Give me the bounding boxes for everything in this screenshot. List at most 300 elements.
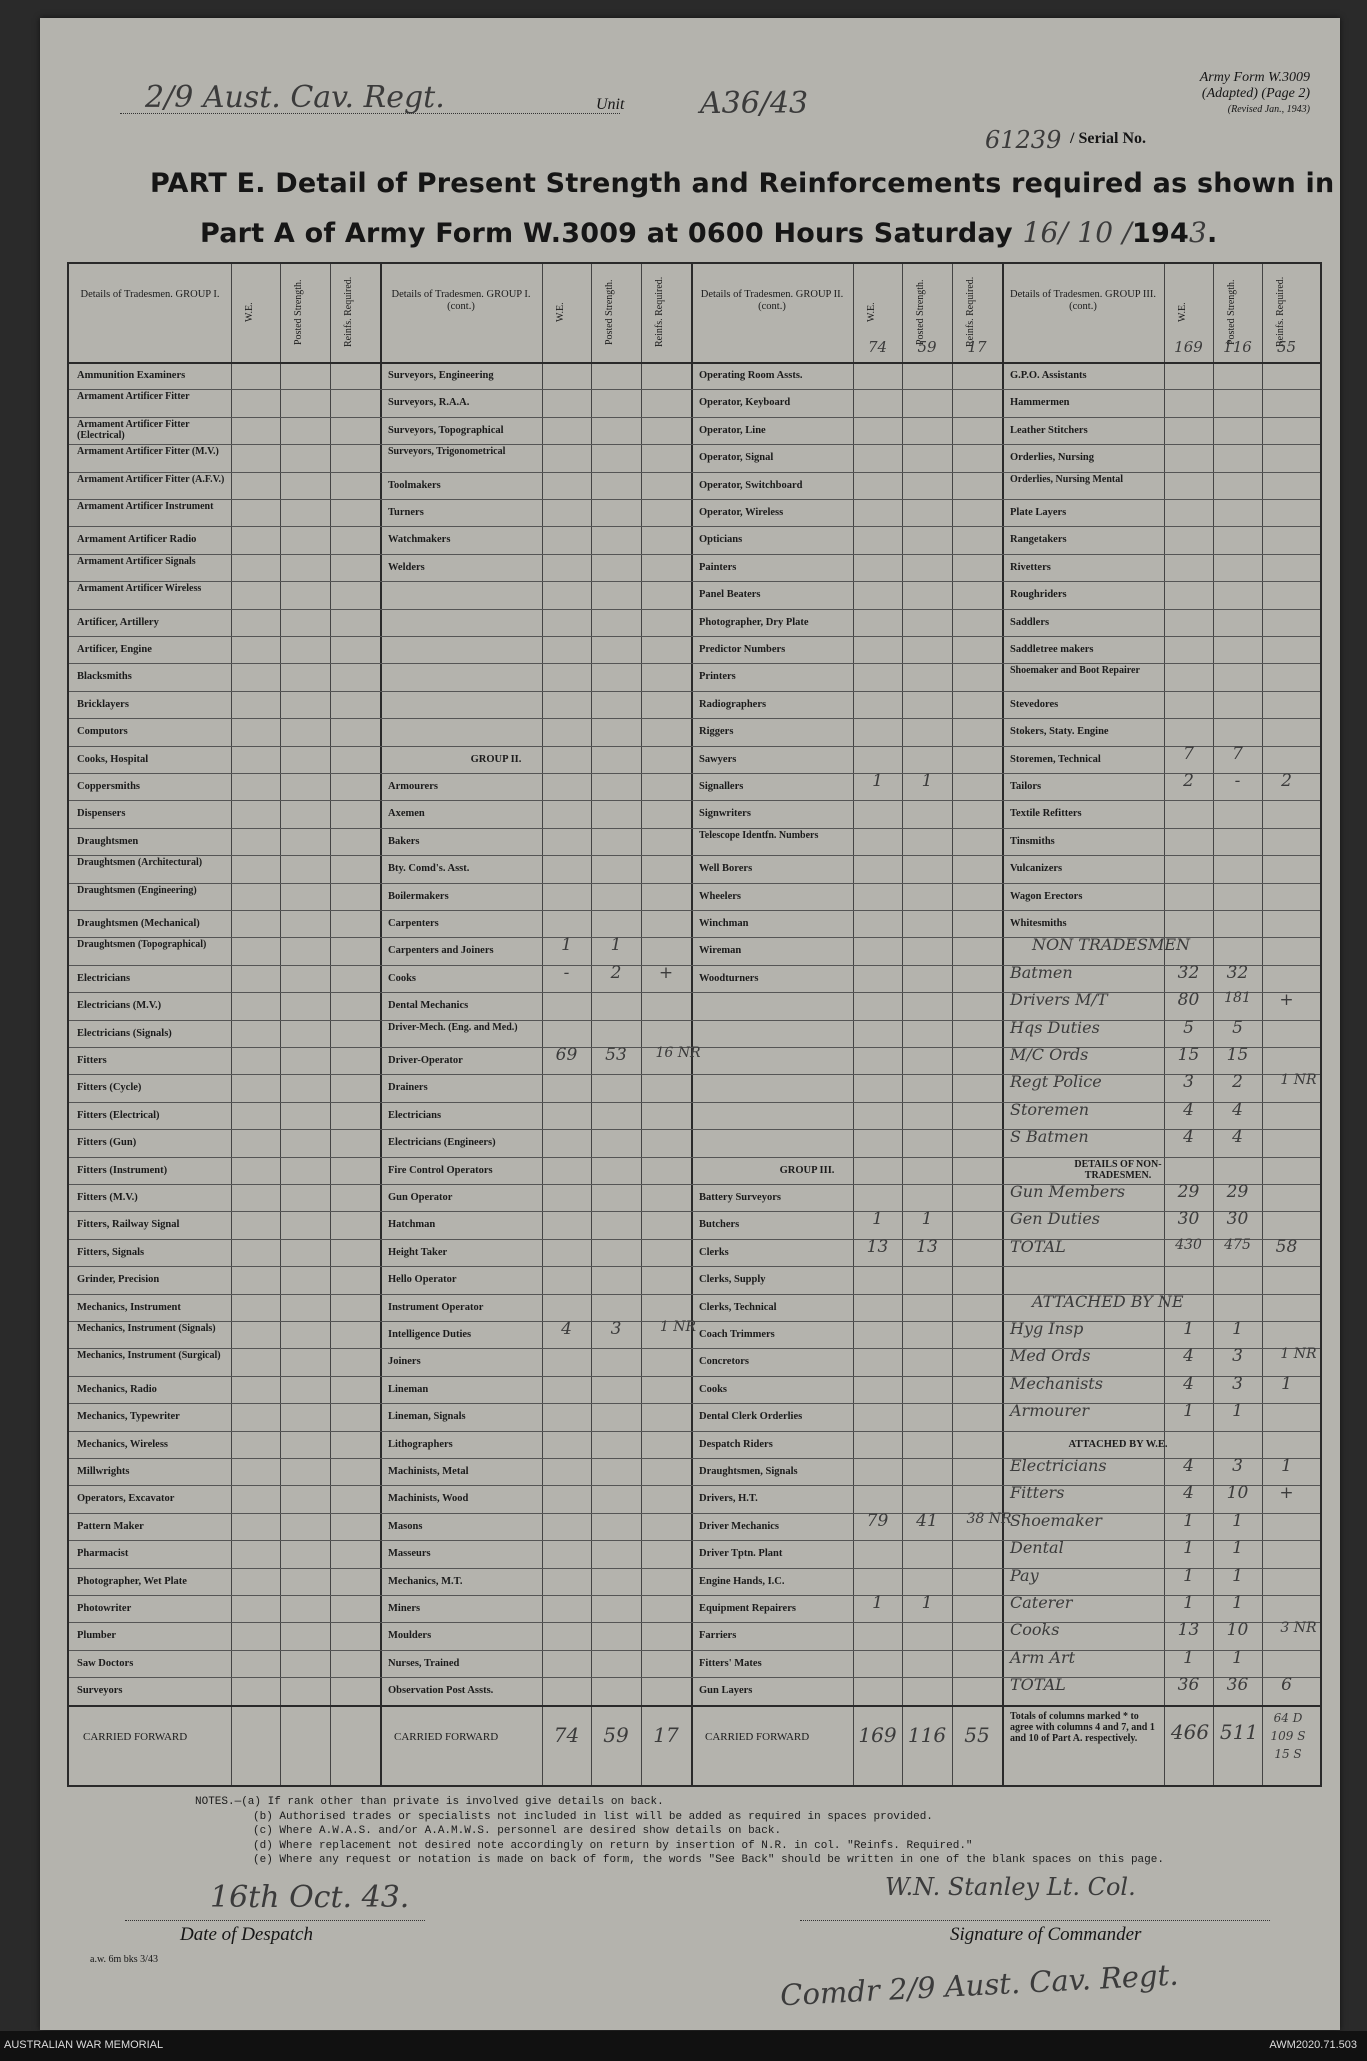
handwritten-reinfs: 1 (1281, 1456, 1292, 1476)
form-name: Army Form W.3009 (1199, 70, 1310, 85)
trade-well-borers: Well Borers (699, 863, 753, 875)
trade-photowriter: Photowriter (77, 1603, 132, 1614)
trade-fitters-mates: Fitters' Mates (699, 1657, 762, 1669)
trade-electricians: Electricians (388, 1109, 442, 1121)
trade-fitters: Fitters (77, 1055, 107, 1066)
trade-riggers: Riggers (699, 726, 734, 738)
block-divider (691, 264, 693, 1785)
trade-dental-clerk-orderlies: Dental Clerk Orderlies (699, 1411, 803, 1423)
column-divider (280, 264, 281, 1785)
row-divider (69, 444, 1320, 445)
handwritten-we: 36 (1177, 1675, 1200, 1696)
handwritten-label: Med Ords (1010, 1346, 1091, 1366)
year-handwritten: 3 (1188, 216, 1207, 249)
trade-leather-stitchers: Leather Stitchers (1010, 424, 1088, 436)
handwritten-posted: 1 (1232, 1593, 1243, 1613)
trade-drainers: Drainers (388, 1082, 428, 1094)
trade-draughtsmen: Draughtsmen (77, 835, 139, 847)
trade-fitters-cycle: Fitters (Cycle) (77, 1082, 142, 1094)
trade-masseurs: Masseurs (388, 1548, 431, 1560)
column-divider (853, 264, 854, 1785)
trade-signwriters: Signwriters (699, 808, 751, 820)
handwritten-posted: 29 (1226, 1182, 1249, 1202)
handwritten-posted: 10 (1226, 1620, 1249, 1641)
col4-header: Details of Tradesmen. GROUP III. (cont.) (1009, 289, 1156, 312)
handwritten-posted: 4 (1232, 1127, 1243, 1148)
trade-orderlies-nursing-mental: Orderlies, Nursing Mental (1010, 473, 1124, 485)
handwritten-we: 4 (1183, 1483, 1194, 1504)
handwritten-posted: - (1234, 771, 1241, 791)
trade-battery-surveyors: Battery Surveyors (699, 1192, 781, 1203)
trade-bakers: Bakers (388, 835, 420, 847)
trade-telescope-identfn-numbers: Telescope Identfn. Numbers (699, 829, 819, 841)
handwritten-we: 430 (1175, 1236, 1202, 1253)
handwritten-label: Drivers M/T (1010, 990, 1108, 1010)
row-divider (69, 472, 1320, 473)
column-divider (902, 264, 903, 1785)
trade-surveyors-topographical: Surveyors, Topographical (388, 424, 504, 436)
handwritten-label: Storemen (1010, 1099, 1090, 1119)
carried-forward-reinfs: 55 (964, 1722, 990, 1747)
handwritten-reinfs: 1 (1281, 1373, 1292, 1394)
trade-grinder-precision: Grinder, Precision (77, 1274, 160, 1286)
form-identifier (1200, 70, 1310, 118)
handwritten-posted: 5 (1232, 1017, 1243, 1038)
note-line: (d) Where replacement not desired note accordingly on return by insertion of N.R. in col. "Reinfs. Required." (253, 1839, 973, 1852)
trade-instrument-operator: Instrument Operator (388, 1301, 484, 1313)
row-divider (69, 1705, 1320, 1707)
trade-machinists-wood: Machinists, Wood (388, 1493, 469, 1505)
trade-millwrights: Millwrights (77, 1466, 130, 1477)
trade-signallers: Signallers (699, 781, 744, 792)
row-divider (69, 417, 1320, 418)
handwritten-we: 4 (1183, 1099, 1194, 1120)
row-divider (69, 718, 1320, 719)
handwritten-we: 4 (1183, 1373, 1194, 1394)
handwritten-we: 80 (1177, 990, 1200, 1011)
trade-clerks: Clerks (699, 1246, 729, 1258)
trade-machinists-metal: Machinists, Metal (388, 1466, 469, 1477)
trade-operator-signal: Operator, Signal (699, 452, 774, 464)
trade-hello-operator: Hello Operator (388, 1274, 457, 1286)
trade-armament-artificer-signals: Armament Artificer Signals (77, 555, 196, 567)
carried-in-reinfs: 17 (967, 338, 987, 356)
trade-intelligence-duties: Intelligence Duties (388, 1329, 472, 1340)
handwritten-we: 79 (866, 1510, 889, 1531)
trade-surveyors-trigonometrical: Surveyors, Trigonometrical (388, 446, 506, 458)
handwritten-we: 32 (1177, 962, 1200, 983)
trade-masons: Masons (388, 1520, 423, 1532)
despatch-date-label: Date of Despatch (180, 1924, 313, 1945)
handwritten-posted: 3 (1232, 1346, 1243, 1367)
carried-forward-posted: 59 (603, 1722, 629, 1747)
trade-electricians-engineers: Electricians (Engineers) (388, 1137, 496, 1149)
trade-equipment-repairers: Equipment Repairers (699, 1603, 796, 1614)
handwritten-label: Shoemaker (1010, 1510, 1102, 1530)
trade-mechanics-instrument-surgical: Mechanics, Instrument (Surgical) (77, 1350, 221, 1362)
commander-unit-handwritten: Comdr 2/9 Aust. Cav. Regt. (779, 1957, 1180, 2013)
column-divider (641, 264, 642, 1785)
unit-code-handwritten: A36/43 (700, 86, 809, 121)
handwritten-label: Batmen (1010, 962, 1073, 982)
note-line: (e) Where any request or notation is made on back of form, the words "See Back" should be written in one of the blank spaces on this page. (253, 1854, 1164, 1866)
handwritten-we: 13 (1177, 1620, 1200, 1641)
trade-mechanics-instrument-signals: Mechanics, Instrument (Signals) (77, 1323, 216, 1334)
handwritten-posted: 1 (921, 1593, 933, 1613)
form-revised: (Revised Jan., 1943) (1227, 104, 1310, 115)
trade-driver-tptn-plant: Driver Tptn. Plant (699, 1548, 783, 1560)
trade-fitters-electrical: Fitters (Electrical) (77, 1109, 160, 1121)
trade-wheelers: Wheelers (699, 890, 741, 902)
handwritten-reinfs: 58 (1275, 1236, 1298, 1257)
handwritten-label: Armourer (1010, 1401, 1090, 1421)
col-header-posted: Posted Strength. (915, 279, 926, 345)
trade-armourers: Armourers (388, 781, 438, 792)
col-header-reinfs: Reinfs. Required. (965, 276, 976, 348)
row-divider (69, 855, 1320, 856)
trade-miners: Miners (388, 1603, 421, 1614)
trade-operators-excavator: Operators, Excavator (77, 1493, 175, 1505)
handwritten-we: 29 (1177, 1182, 1200, 1202)
handwritten-label: Hqs Duties (1010, 1017, 1100, 1037)
handwritten-label: Arm Art (1010, 1647, 1076, 1667)
handwritten-posted: 1 (1232, 1510, 1243, 1531)
handwritten-we: 4 (1183, 1456, 1194, 1476)
row-divider (69, 883, 1320, 884)
handwritten-reinfs: + (658, 962, 674, 983)
trade-toolmakers: Toolmakers (388, 479, 441, 491)
trade-mechanics-wireless: Mechanics, Wireless (77, 1438, 168, 1450)
trade-pharmacist: Pharmacist (77, 1548, 129, 1560)
serial-label: / Serial No. (1070, 130, 1146, 147)
print-code: a.w. 6m bks 3/43 (90, 1954, 158, 1965)
trade-electricians-signals: Electricians (Signals) (77, 1027, 172, 1039)
handwritten-label: Hyg Insp (1010, 1319, 1084, 1338)
handwritten-reinfs: + (1279, 1483, 1294, 1504)
archive-ref: AWM2020.71.503 (1269, 2039, 1357, 2051)
trade-pattern-maker: Pattern Maker (77, 1520, 144, 1532)
trade-predictor-numbers: Predictor Numbers (699, 644, 786, 655)
col-header-posted: Posted Strength. (1225, 279, 1237, 345)
handwritten-posted: 2 (610, 962, 622, 983)
archive-footer (0, 2031, 1367, 2061)
trade-vulcanizers: Vulcanizers (1010, 863, 1063, 875)
trade-driver-mechanics: Driver Mechanics (699, 1520, 779, 1532)
trade-surveyors-r-a-a: Surveyors, R.A.A. (388, 397, 470, 409)
handwritten-posted: 1 (1232, 1401, 1243, 1422)
trade-welders: Welders (388, 561, 425, 573)
handwritten-we: 1 (1183, 1401, 1194, 1422)
handwritten-posted: 1 (921, 1209, 933, 1230)
col2-header: Details of Tradesmen. GROUP I. (cont.) (391, 289, 531, 312)
trade-winchman: Winchman (699, 918, 749, 929)
trade-photographer-dry-plate: Photographer, Dry Plate (699, 616, 809, 628)
handwritten-label: ATTACHED BY NE (1032, 1291, 1184, 1311)
carried-forward-we: 74 (553, 1722, 580, 1747)
carried-in-we: 74 (867, 338, 888, 356)
trade-fitters-signals: Fitters, Signals (77, 1246, 145, 1258)
trade-tinsmiths: Tinsmiths (1010, 835, 1055, 847)
unit-label: Unit (596, 96, 625, 113)
handwritten-reinfs: 38 NR (966, 1510, 1012, 1527)
handwritten-posted: 13 (916, 1236, 938, 1257)
handwritten-we: 4 (1183, 1346, 1194, 1367)
trade-fitters-gun: Fitters (Gun) (77, 1137, 137, 1149)
handwritten-we: 4 (561, 1319, 572, 1339)
trade-armament-artificer-fitter-electrical: Armament Artificer Fitter (Electrical) (77, 418, 190, 441)
trade-electricians: Electricians (77, 972, 131, 984)
trade-radiographers: Radiographers (699, 698, 767, 710)
handwritten-label: Caterer (1010, 1593, 1073, 1612)
column-divider (1213, 264, 1214, 1785)
handwritten-reinfs: 1 NR (659, 1319, 697, 1335)
totals-note: Totals of columns marked * to agree with columns 4 and 7, and 1 and 10 of Part A. respectively. (1010, 1710, 1155, 1744)
trade-operator-switchboard: Operator, Switchboard (699, 479, 803, 491)
column-divider (542, 264, 543, 1785)
handwritten-posted: 7 (1232, 743, 1243, 764)
trade-carpenters-and-joiners: Carpenters and Joiners (388, 945, 494, 957)
handwritten-we: - (563, 962, 570, 983)
trade-butchers: Butchers (699, 1219, 740, 1231)
col3-header: Details of Tradesmen. GROUP II. (cont.) (700, 289, 844, 312)
handwritten-posted: 3 (1232, 1373, 1243, 1394)
handwritten-posted: 1 (921, 771, 933, 791)
handwritten-label: NON TRADESMEN (1032, 935, 1191, 955)
commander-signature: W.N. Stanley Lt. Col. (885, 1873, 1136, 1901)
col-header-reinfs: Reinfs. Required. (1274, 276, 1286, 348)
carried-in-we: 169 (1174, 338, 1203, 356)
trade-draughtsmen-signals: Draughtsmen, Signals (699, 1466, 798, 1477)
trade-cooks: Cooks (388, 972, 417, 984)
handwritten-posted: 53 (605, 1045, 627, 1065)
column-divider (952, 264, 953, 1785)
trade-stevedores: Stevedores (1010, 698, 1059, 710)
trade-operator-keyboard: Operator, Keyboard (699, 397, 791, 409)
trade-rivetters: Rivetters (1010, 561, 1051, 573)
trade-watchmakers: Watchmakers (388, 534, 451, 546)
trade-lithographers: Lithographers (388, 1438, 453, 1450)
handwritten-we: 1 (1183, 1647, 1194, 1668)
row-divider (69, 828, 1320, 829)
col-header-posted: Posted Strength. (604, 279, 615, 345)
trade-hatchman: Hatchman (388, 1219, 436, 1231)
col-header-we: W.E. (554, 302, 566, 322)
trade-tailors: Tailors (1010, 781, 1042, 792)
row-divider (69, 389, 1320, 390)
carried-forward-posted: 116 (907, 1722, 947, 1747)
trade-dental-mechanics: Dental Mechanics (388, 1000, 469, 1012)
trade-details-of-non-tradesmen: DETAILS OF NON-TRADESMEN. (1074, 1158, 1162, 1181)
trade-armament-artificer-wireless: Armament Artificer Wireless (77, 583, 202, 595)
trade-draughtsmen-mechanical: Draughtsmen (Mechanical) (77, 918, 200, 929)
grand-total-reinfs: 64 D 109 S 15 S (1270, 1710, 1306, 1761)
trade-coach-trimmers: Coach Trimmers (699, 1329, 775, 1340)
trade-armament-artificer-fitter: Armament Artificer Fitter (77, 391, 190, 403)
despatch-date-line (125, 1920, 425, 1921)
row-divider (69, 1157, 1320, 1158)
handwritten-we: 7 (1183, 743, 1194, 764)
trade-electricians-m-v: Electricians (M.V.) (77, 1000, 162, 1012)
row-divider (69, 691, 1320, 692)
carried-forward-label: CARRIED FORWARD (394, 1730, 499, 1743)
row-divider (69, 773, 1320, 774)
handwritten-we: 1 (872, 1209, 883, 1230)
trade-artificer-artillery: Artificer, Artillery (77, 616, 159, 628)
grand-total-posted: 511 (1219, 1719, 1259, 1744)
header-divider (69, 362, 1320, 364)
note-line: (c) Where A.W.A.S. and/or A.A.M.W.S. personnel are desired show details on back. (253, 1825, 782, 1837)
handwritten-reinfs: 2 (1281, 771, 1292, 791)
trade-operator-line: Operator, Line (699, 424, 766, 436)
trade-stokers-staty-engine: Stokers, Staty. Engine (1010, 726, 1109, 738)
notes-block (195, 1795, 1164, 1868)
column-divider (591, 264, 592, 1785)
trade-armament-artificer-radio: Armament Artificer Radio (77, 534, 197, 546)
trade-wireman: Wireman (699, 945, 742, 957)
trade-mechanics-typewriter: Mechanics, Typewriter (77, 1411, 180, 1423)
trade-turners: Turners (388, 507, 424, 518)
column-divider (231, 264, 232, 1785)
handwritten-posted: 1 (1232, 1647, 1243, 1668)
trade-panel-beaters: Panel Beaters (699, 589, 761, 601)
trade-lineman: Lineman (388, 1383, 429, 1395)
handwritten-label: Gun Members (1010, 1182, 1126, 1201)
trade-draughtsmen-engineering: Draughtsmen (Engineering) (77, 884, 197, 896)
trade-rangetakers: Rangetakers (1010, 534, 1067, 546)
column-divider (330, 264, 331, 1785)
block-divider (1002, 264, 1004, 1785)
trade-cooks-hospital: Cooks, Hospital (77, 753, 149, 765)
trade-concretors: Concretors (699, 1356, 749, 1368)
carried-forward-label: CARRIED FORWARD (83, 1730, 188, 1743)
handwritten-posted: 30 (1226, 1209, 1249, 1230)
trade-clerks-supply: Clerks, Supply (699, 1274, 766, 1286)
trade-ammunition-examiners: Ammunition Examiners (77, 370, 186, 381)
handwritten-we: 13 (866, 1236, 889, 1257)
carried-in-posted: 59 (917, 338, 937, 356)
trade-mechanics-m-t: Mechanics, M.T. (388, 1575, 463, 1587)
trade-saddlers: Saddlers (1010, 616, 1050, 628)
trade-sawyers: Sawyers (699, 753, 737, 765)
carried-forward-label: CARRIED FORWARD (705, 1730, 810, 1743)
handwritten-we: 5 (1183, 1017, 1194, 1038)
row-divider (69, 581, 1320, 582)
form-adapted: (Adapted) (Page 2) (1201, 86, 1310, 101)
row-divider (69, 526, 1320, 527)
handwritten-posted: 1 (1232, 1538, 1243, 1559)
handwritten-label: Gen Duties (1010, 1209, 1100, 1229)
trade-clerks-technical: Clerks, Technical (699, 1301, 777, 1313)
row-divider (69, 609, 1320, 610)
trade-blacksmiths: Blacksmiths (77, 671, 132, 683)
handwritten-we: 1 (1183, 1319, 1194, 1339)
trade-fitters-m-v: Fitters (M.V.) (77, 1192, 138, 1203)
trade-storemen-technical: Storemen, Technical (1010, 753, 1101, 765)
handwritten-we: 3 (1183, 1072, 1194, 1093)
carried-forward-we: 169 (858, 1722, 897, 1747)
grand-total-we: 466 (1170, 1719, 1210, 1744)
trade-whitesmiths: Whitesmiths (1010, 918, 1067, 929)
trade-computors: Computors (77, 726, 128, 738)
trade-moulders: Moulders (388, 1630, 432, 1642)
trade-woodturners: Woodturners (699, 972, 759, 984)
trade-driver-operator: Driver-Operator (388, 1055, 463, 1066)
handwritten-posted: 32 (1226, 962, 1249, 983)
handwritten-we: 1 (1183, 1565, 1194, 1586)
trade-group-ii: GROUP II. (470, 753, 522, 765)
trade-plumber: Plumber (77, 1630, 117, 1642)
trade-printers: Printers (699, 671, 736, 683)
trade-carpenters: Carpenters (388, 918, 439, 929)
col-header-reinfs: Reinfs. Required. (654, 276, 665, 348)
trade-fitters-instrument: Fitters (Instrument) (77, 1164, 168, 1176)
strength-table (67, 262, 1322, 1787)
trade-gun-operator: Gun Operator (388, 1192, 453, 1203)
trade-armament-artificer-fitter-m-v: Armament Artificer Fitter (M.V.) (77, 446, 219, 458)
handwritten-posted: 36 (1226, 1675, 1249, 1696)
handwritten-we: 1 (561, 935, 572, 956)
handwritten-label: Regt Police (1010, 1072, 1102, 1092)
trade-artificer-engine: Artificer, Engine (77, 644, 152, 655)
handwritten-posted: 3 (610, 1319, 622, 1339)
trade-group-iii: GROUP III. (779, 1164, 835, 1176)
unit-line (120, 113, 620, 114)
row-divider (69, 1266, 1320, 1267)
trade-mechanics-instrument: Mechanics, Instrument (77, 1301, 181, 1313)
page-title-line2 (200, 216, 1217, 249)
trade-gun-layers: Gun Layers (699, 1685, 753, 1697)
handwritten-label: Electricians (1010, 1456, 1107, 1475)
handwritten-posted: 475 (1224, 1236, 1251, 1253)
trade-boilermakers: Boilermakers (388, 890, 449, 902)
handwritten-label: Mechanists (1010, 1373, 1103, 1393)
unit-handwritten: 2/9 Aust. Cav. Regt. (145, 80, 445, 115)
handwritten-we: 30 (1177, 1209, 1200, 1230)
handwritten-label: TOTAL (1010, 1675, 1066, 1695)
col-header-we: W.E. (243, 302, 255, 322)
row-divider (69, 1431, 1320, 1432)
year-printed: 194 (1131, 218, 1189, 249)
handwritten-posted: 1 (610, 935, 622, 956)
handwritten-posted: 181 (1224, 990, 1251, 1007)
trade-lineman-signals: Lineman, Signals (388, 1411, 466, 1423)
col-header-we: W.E. (865, 302, 877, 322)
row-divider (69, 910, 1320, 911)
handwritten-label: Dental (1010, 1538, 1064, 1558)
handwritten-label: Fitters (1010, 1483, 1065, 1503)
trade-axemen: Axemen (388, 808, 425, 820)
trade-joiners: Joiners (388, 1356, 421, 1368)
trade-engine-hands-i-c: Engine Hands, I.C. (699, 1575, 785, 1587)
row-divider (69, 554, 1320, 555)
trade-photographer-wet-plate: Photographer, Wet Plate (77, 1575, 187, 1587)
trade-observation-post-assts: Observation Post Assts. (388, 1685, 494, 1697)
col-header-reinfs: Reinfs. Required. (343, 276, 354, 348)
trade-shoemaker-and-boot-repairer: Shoemaker and Boot Repairer (1010, 665, 1140, 677)
col-header-posted: Posted Strength. (293, 279, 304, 345)
trade-drivers-h-t: Drivers, H.T. (699, 1493, 758, 1505)
trade-fitters-railway-signal: Fitters, Railway Signal (77, 1219, 180, 1231)
col-header-we: W.E. (1176, 302, 1188, 322)
handwritten-we: 4 (1183, 1127, 1194, 1148)
trade-despatch-riders: Despatch Riders (699, 1438, 773, 1450)
trade-operating-room-assts: Operating Room Assts. (699, 370, 803, 381)
trade-orderlies-nursing: Orderlies, Nursing (1010, 452, 1094, 464)
archive-name: AUSTRALIAN WAR MEMORIAL (4, 2039, 164, 2051)
handwritten-posted: 15 (1226, 1045, 1249, 1065)
col1-header: Details of Tradesmen. GROUP I. (80, 289, 220, 300)
handwritten-label: Pay (1010, 1565, 1039, 1585)
